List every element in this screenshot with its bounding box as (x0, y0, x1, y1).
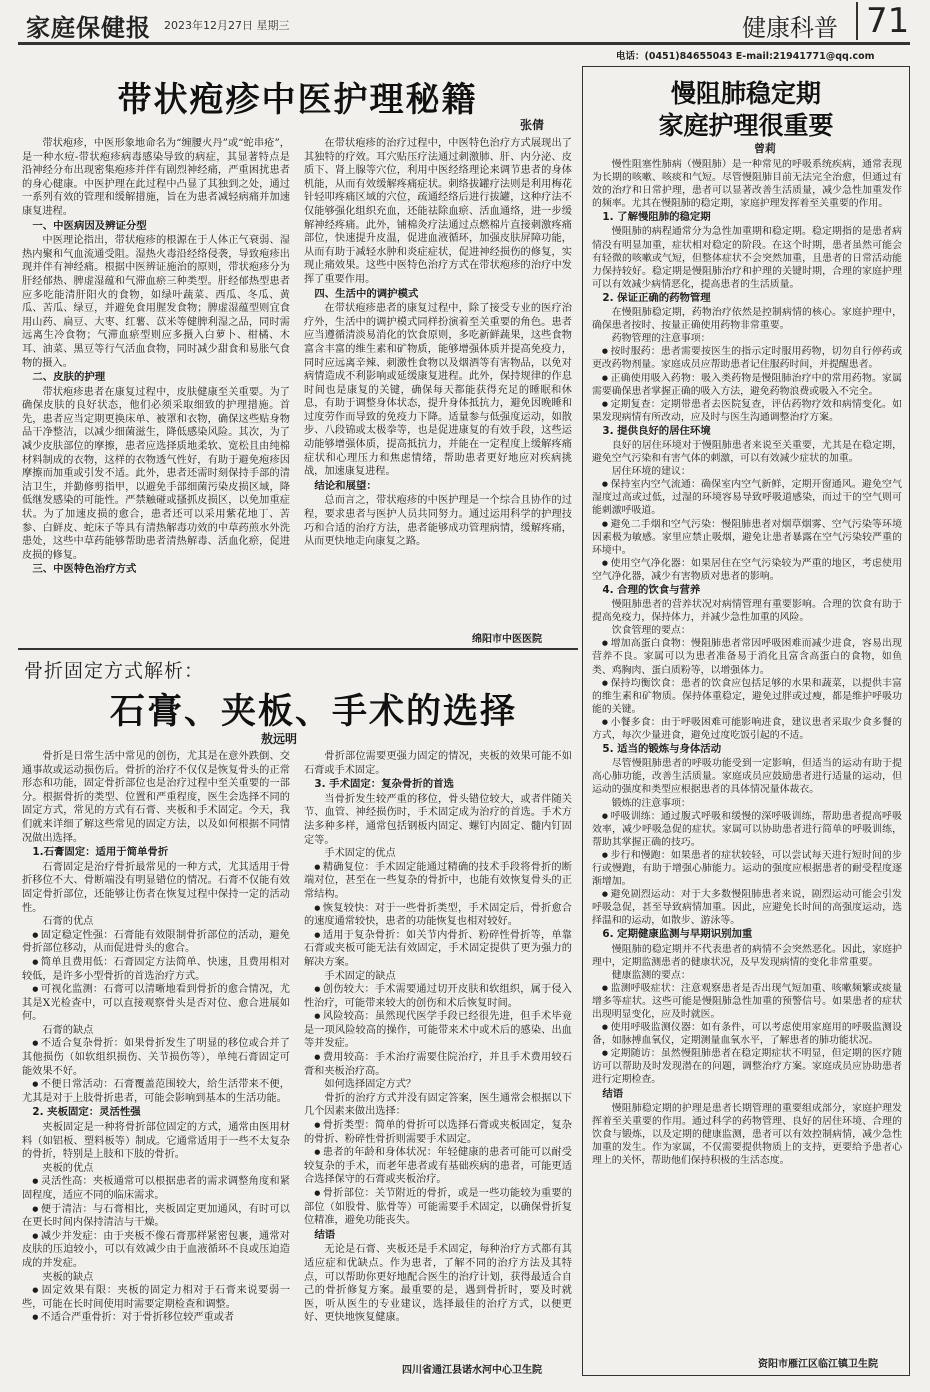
paragraph: 慢阻肺的稳定期并不代表患者的病情不会突然恶化。因此，家庭护理中，定期监测患者的健康状况，及早发现病情的变化非常重要。 (592, 943, 902, 968)
list-heading: 石膏的优点 (42, 916, 94, 928)
article2-source: 四川省通江县诺水河中心卫生院 (402, 1365, 542, 1376)
paragraph: 在慢阻肺稳定期，药物治疗依然是控制病情的核心。家庭护理中，确保患者按时、按量正确使用药物非常重要。 (592, 307, 902, 332)
subheading: 一、中医病因及辨证分型 (32, 219, 147, 232)
bullet-item: ● 定期随访：虽然慢阻肺患者在稳定期症状不明显，但定期的医疗随访可以帮助及时发现潜在的问题，调整治疗方案。家庭成员应协助患者进行定期检查。 (592, 1047, 902, 1086)
article3-source: 资阳市雁江区临江镇卫生院 (758, 1359, 878, 1370)
paragraph: 总而言之，带状疱疹的中医护理是一个综合且协作的过程，要求患者与医护人员共同努力。通过运用科学的护理技巧和合适的治疗方法，患者能够成功管理病情，缓解疼痛，从而更快地走向康复之路。 (304, 495, 572, 548)
page-number: 71 (856, 2, 909, 40)
bullet-item: ● 避免剧烈运动：对于大多数慢阻肺患者来说，剧烈运动可能会引发呼吸急促，甚至导致病情加重。因此，应避免长时间的高强度运动，选择温和的运动，如散步、游泳等。 (592, 888, 902, 927)
bullet-item: ● 不适合复杂骨折：如果骨折发生了明显的移位或合并了其他损伤（如软组织损伤、关节损伤等），单纯石膏固定可能效果不好。 (22, 1037, 290, 1078)
subheading: 四、生活中的调护模式 (314, 287, 419, 300)
bullet-item: ● 避免二手烟和空气污染：慢阻肺患者对烟草烟雾、空气污染等环境因素极为敏感。家里应禁止吸烟，避免让患者暴露在空气污染较严重的环境中。 (592, 518, 902, 557)
article2-column-1 (22, 750, 290, 1372)
subheading: 4. 合理的饮食与营养 (602, 584, 701, 596)
paragraph: 当骨折发生较严重的移位，骨头错位较大，或者伴随关节、血管、神经损伤时，手术固定成为治疗的首选。手术方法多种多样，通常包括钢板内固定、螺钉内固定、髓内钉固定等。 (304, 793, 572, 846)
masthead (0, 0, 930, 44)
bullet-item: ● 保持均衡饮食：患者的饮食应包括足够的水果和蔬菜，以提供丰富的维生素和矿物质。保持体重稳定，避免过胖或过瘦，都是维护呼吸功能的关键。 (592, 677, 902, 716)
subheading: 1. 了解慢阻肺的稳定期 (602, 211, 711, 224)
section-name: 健康科普 (742, 14, 838, 42)
list-heading: 如何选择固定方式？ (324, 1079, 417, 1091)
paragraph: 骨折的治疗方式并没有固定答案，医生通常会根据以下几个因素来做出选择： (304, 1092, 572, 1118)
article1-column-2 (304, 137, 572, 629)
bullet-item: ● 灵活性高：夹板通常可以根据患者的需求调整角度和紧固程度，适应不同的临床需求。 (22, 1175, 290, 1202)
paragraph: 骨折部位需要更强力固定的情况，夹板的效果可能不如石膏或手术固定。 (304, 751, 572, 776)
paragraph: 骨折是日常生活中常见的创伤，尤其是在意外跌倒、交通事故或运动损伤后。骨折的治疗不仅仅是恢复骨头的正常形态和功能，固定骨折部位也是治疗过程中至关重要的一部分。根据骨折的类型、位置和严重程度，医生会选择不同的固定方式，常见的方式有石膏、夹板和手术固定。今天，我们就来详细了解这些常见的固定方法，以及如何根据不同情况做出选择。 (22, 751, 290, 844)
article2-author: 敖远明 (261, 732, 298, 746)
subheading: 结论和展望： (314, 479, 377, 492)
bullet-item: ● 创伤较大：手术需要通过切开皮肤和软组织，属于侵入性治疗，可能带来较大的创伤和术后恢复时间。 (304, 983, 572, 1010)
article3-author: 曾莉 (754, 142, 776, 155)
article3-body (592, 158, 902, 1350)
paragraph: 带状疱疹，中医形象地命名为“缠腰火丹”或“蛇串疮”，是一种水痘-带状疱疹病毒感染导致的病症，其显著特点是沿神经分布出现密集疱疹并伴有剧烈神经痛，严重困扰患者的身心健康。中医护理在此过程中凸显了其独到之处，通过一系列有效的管理和缓解措施，旨在为患者减轻病痛并加速康复进程。 (22, 138, 290, 217)
masthead-rule (18, 42, 910, 45)
paragraph: 良好的居住环境对于慢阻肺患者来说至关重要，尤其是在稳定期，避免空气污染和有害气体的刺激，可以有效减少症状的加重。 (592, 439, 902, 465)
paragraph: 慢阻肺的病程通常分为急性加重期和稳定期。稳定期指的是患者病情没有明显加重，症状相对稳定的阶段。在这个时期，患者虽然可能会有轻微的咳嗽或气短，但整体症状不会突然加重，且患者的日常活动能力保持较好。稳定期是慢阻肺治疗和护理的关键时期，合理的家庭护理可以有效减少病情恶化，提高患者的生活质量。 (592, 226, 902, 290)
bullet-item: ● 使用空气净化器：如果居住在空气污染较为严重的地区，考虑使用空气净化器，减少有害物质对患者的影响。 (592, 557, 902, 583)
bullet-item: ● 患者的年龄和身体状况：年轻健康的患者可能可以耐受较复杂的手术，而老年患者或有基础疾病的患者，可能更适合选择保守的石膏或夹板治疗。 (304, 1146, 572, 1187)
list-heading: 居住环境的建议： (611, 466, 691, 478)
subheading: 1.石膏固定：适用于简单骨折 (32, 846, 169, 859)
paragraph: 石膏固定是治疗骨折最常见的一种方式，尤其适用于骨折移位不大、骨断端没有明显错位的情况。石膏不仅能有效固定骨折部位，还能够让伤者在恢复过程中保持一定的活动性。 (22, 861, 290, 914)
bullet-item: ● 骨折部位：关节附近的骨折，或是一些功能较为重要的部位（如股骨、肱骨等）可能需要手术固定，以确保骨折复位精准，避免功能丧失。 (304, 1187, 572, 1228)
list-heading: 手术固定的缺点 (324, 970, 396, 982)
article3-title-line1: 慢阻肺稳定期 (670, 79, 821, 108)
list-heading: 饮食管理的要点： (611, 625, 691, 637)
bullet-item: ● 步行和慢跑：如果患者的症状较轻，可以尝试每天进行短时间的步行或慢跑，有助于增强心肺能力。运动的强度应根据患者的耐受程度逐渐增加。 (592, 849, 902, 888)
bullet-item: ● 小餐多食：由于呼吸困难可能影响进食，建议患者采取少食多餐的方式，每次少量进食，避免过度吃饭引起的不适。 (592, 716, 902, 742)
subheading: 2. 保证正确的药物管理 (602, 291, 711, 304)
bullet-item: ● 费用较高：手术治疗需要住院治疗，并且手术费用较石膏和夹板治疗高。 (304, 1051, 572, 1078)
bullet-item: ● 增加高蛋白食物：慢阻肺患者常因呼吸困难而减少进食，容易出现营养不良。家属可以为患者准备易于消化且富含高蛋白的食物，如鱼类、鸡胸肉、蛋白质粉等，以增强体力。 (592, 637, 902, 676)
article3-title (582, 78, 910, 142)
article1-author: 张倩 (520, 118, 545, 132)
bullet-item: ● 风险较高：虽然现代医学手段已经很先进，但手术毕竟是一项风险较高的操作，可能带来术中或术后的感染、出血等并发症。 (304, 1010, 572, 1051)
bullet-item: ● 便于清洁：与石膏相比，夹板固定更加通风，有时可以在更长时间内保持清洁与干燥。 (22, 1203, 290, 1230)
paragraph: 带状疱疹患者在康复过程中，皮肤健康至关重要。为了确保皮肤的良好状态，他们必须采取细致的护理措施。首先，患者应当定期更换床单、被罩和衣物，确保这些贴身物品干净整洁，以减少细菌滋生，降低感染风险。其次，为了减少皮肤部位的摩擦，患者应选择质地柔软、宽松且由纯棉材料制成的衣物，这样的衣物透气性好，有助于避免疱疹因摩擦而加重或引发不适。此外，患者还需时刻保持手部的清洁卫生，并勤修剪指甲，以避免手部细菌污染皮损区域，降低继发感染的可能性。严禁触碰或搔抓皮损区，以免加重症状。为了加速皮损的愈合，患者还可以采用紫花地丁、苦参、白鲜皮、蛇床子等具有清热解毒功效的中草药煎水外洗患处，这些中草药能够帮助患者清热解毒、活血化瘀，促进皮损的修复。 (22, 386, 290, 561)
subheading: 结语 (314, 1228, 336, 1241)
bullet-item: ● 减少并发症：由于夹板不像石膏那样紧密包裹，通常对皮肤的压迫较小，可以有效减少由于血液循环不良或压迫造成的并发症。 (22, 1230, 290, 1271)
issue-date: 2023年12月27日 星期三 (164, 19, 290, 32)
list-heading: 手术固定的优点 (324, 848, 396, 860)
bullet-item: ● 不适合严重骨折：对于骨折移位较严重或者 (22, 1311, 290, 1325)
article1-source: 绵阳市中医医院 (472, 634, 542, 645)
bullet-item: ● 保持室内空气流通：确保室内空气新鲜，定期开窗通风。避免空气湿度过高或过低，过湿的环境容易导致呼吸道感染，而过干的空气则可能刺激呼吸道。 (592, 478, 902, 517)
subheading: 三、中医特色治疗方式 (32, 563, 137, 576)
paragraph: 中医理论指出，带状疱疹的根源在于人体正气衰弱、湿热内聚和气血流通受阻。湿热火毒沿经络侵袭，导致疱疹出现并伴有神经痛。根据中医辨证施治的原则，带状疱疹分为肝经郁热、脾虚湿蕴和气滞血瘀三种类型。肝经郁热型患者应多吃能清肝阳火的食物，如绿叶蔬菜、西瓜、冬瓜、黄瓜、苦瓜、绿豆，并避免食用腥发食物；脾虚湿蕴型则宜食用山药、扁豆、大枣、红薯、苡米等健脾利湿之品，同时需远离生冷食物；气滞血瘀型则应多摄入白萝卜、柑橘、木耳、油菜、黑豆等行气活血食物，同时减少甜食和易胀气食物的摄入。 (22, 235, 290, 369)
bullet-item: ● 恢复较快：对于一些骨折类型，手术固定后，骨折愈合的速度通常较快，患者的功能恢复也相对较好。 (304, 902, 572, 929)
bullet-item: ● 使用呼吸监测仪器：如有条件，可以考虑使用家庭用的呼吸监测设备，如脉搏血氧仪，定期测量血氧水平，了解患者的肺功能状况。 (592, 1021, 902, 1047)
list-heading: 健康监测的要点： (611, 969, 691, 981)
paragraph: 夹板固定是一种将骨折部位固定的方式，通常由医用材料（如铝板、塑料板等）制成。它通常适用于一些不太复杂的骨折，特别是上肢和下肢的骨折。 (22, 1122, 290, 1161)
list-heading: 药物管理的注意事项： (611, 333, 711, 345)
contact-info: 电话：(0451)84655043 E-mail:21941771@qq.com (616, 51, 875, 62)
paragraph: 在带状疱疹患者的康复过程中，除了接受专业的医疗治疗外，生活中的调护模式同样扮演着至关重要的角色。患者应当遵循清淡易消化的饮食原则，多吃新鲜蔬果，这些食物富含丰富的维生素和矿物质，能够增强体质并提高免疫力，同时应远离辛辣、刺激性食物以及烟酒等有害物品，以免对病情造成不利影响或延缓康复进程。此外，保持规律的作息时间也是康复的关键，确保每天都能获得充足的睡眠和休息，有助于调整身体状态，提升身体抵抗力，避免因晚睡和过度劳作而导致的免疫力下降。适量参与低强度运动，如散步、八段锦或太极拳等，也是促进康复的有效手段，这些运动能够增强体质，提高抵抗力，并能在一定程度上缓解疼痛症状和心理压力和焦虑情绪，帮助患者更好地应对疾病挑战，加速康复进程。 (304, 303, 572, 478)
article3-title-line2: 家庭护理很重要 (658, 111, 834, 140)
article2-kicker: 骨折固定方式解析： (24, 660, 205, 682)
paper-name: 家庭保健报 (26, 14, 151, 42)
bullet-item: ● 按时服药：患者需要按医生的指示定时服用药物，切勿自行停药或更改药物剂量。家庭成员应帮助患者记住服药时间，并提醒患者。 (592, 345, 902, 371)
list-heading: 夹板的缺点 (42, 1271, 94, 1283)
article1-column-1 (22, 137, 290, 652)
bullet-item: ● 定期复查：定期带患者去医院复查，评估药物疗效和病情变化。如果发现病情有所改动，应及时与医生沟通调整治疗方案。 (592, 398, 902, 424)
list-heading: 石膏的缺点 (42, 1024, 94, 1036)
bullet-item: ● 简单且费用低：石膏固定方法简单、快速，且费用相对较低，是许多小型骨折的首选治疗方式。 (22, 956, 290, 983)
list-heading: 夹板的优点 (42, 1162, 94, 1174)
subheading: 6. 定期健康监测与早期识别加重 (602, 928, 753, 941)
bullet-item: ● 固定效果有限：夹板的固定力相对于石膏来说要弱一些，可能在长时间使用时需要定期检查和调整。 (22, 1284, 290, 1311)
subheading: 二、皮肤的护理 (32, 371, 106, 384)
article2-column-2 (304, 750, 572, 1358)
bullet-item: ● 骨折类型：简单的骨折可以选择石膏或夹板固定，复杂的骨折、粉碎性骨折则需要手术固定。 (304, 1119, 572, 1146)
subheading: 3. 提供良好的居住环境 (602, 424, 711, 437)
subheading: 结语 (602, 1087, 624, 1100)
bullet-item: ● 监测呼吸症状：注意观察患者是否出现气短加重、咳嗽频繁或痰量增多等症状。这些可能是慢阻肺急性加重的预警信号。如果患者的症状出现明显变化，应及时就医。 (592, 982, 902, 1021)
paragraph: 无论是石膏、夹板还是手术固定，每种治疗方式都有其适应症和优缺点。作为患者，了解不同的治疗方法及其特点，可以帮助你更好地配合医生的治疗计划，获得最适合自己的骨折修复方案。最重要的是，遇到骨折时，要及时就医，听从医生的专业建议，选择最佳的治疗方式，以便更好、更快地恢复健康。 (304, 1244, 572, 1324)
paragraph: 慢阻肺稳定期的护理是患者长期管理的重要组成部分，家庭护理发挥着至关重要的作用。通过科学的药物管理、良好的居住环境、合理的饮食与锻炼，以及定期的健康监测，患者可以有效控制病情，减少急性加重的发生。作为家属，不仅需要提供物质上的支持，更要给予患者心理上的关怀，帮助他们保持积极的生活态度。 (592, 1102, 902, 1167)
paragraph: 在带状疱疹的治疗过程中，中医特色治疗方式展现出了其独特的疗效。耳穴贴压疗法通过刺激肺、肝、内分泌、皮质下、肾上腺等穴位，利用中医经络理论来调节患者的身体机能，从而有效缓解疼痛症状。刺络拔罐疗法则是利用梅花针轻叩疼痛区域的穴位，疏通经络后进行拔罐，这种疗法不仅能够强化组织充血，还能祛除血瘀、活血通络，进一步缓解神经疼痛。此外，铺棉灸疗法通过点燃棉片直接刺激疼痛部位，快速提升皮温，促进血液循环，加强皮肤屏障功能，从而有助于减轻水肿和炎症症状，促进神经损伤的修复，实现止痛效果。这些中医特色治疗方式在带状疱疹的治疗中发挥了重要作用。 (304, 138, 572, 285)
article1-title: 带状疱疹中医护理秘籍 (117, 80, 478, 120)
list-heading: 锻炼的注意事项： (611, 797, 691, 809)
bullet-item: ● 正确使用吸入药物：吸入类药物是慢阻肺治疗中的常用药物。家属需要确保患者掌握正确的吸入方法，避免药物浪费或吸入不完全。 (592, 372, 902, 398)
bullet-item: ● 可视化监测：石膏可以清晰地看到骨折的愈合情况，尤其是X光检查中，可以直接观察骨头是否对位、愈合进展如何。 (22, 983, 290, 1024)
paragraph: 尽管慢阻肺患者的呼吸功能受到一定影响，但适当的运动有助于提高心肺功能，改善生活质量。家庭成员应鼓励患者进行适量的运动，但运动的强度和类型应根据患者的具体情况量体裁衣。 (592, 758, 902, 796)
article2-title: 石膏、夹板、手术的选择 (110, 691, 518, 732)
paragraph: 慢性阻塞性肺病（慢阻肺）是一种常见的呼吸系统疾病，通常表现为长期的咳嗽、咳痰和气短。尽管慢阻肺目前无法完全治愈，但通过有效的治疗和日常护理，患者可以显著改善生活质量，减少急性加重发作的频率。尤其在慢阻肺的稳定期，家庭护理发挥着至关重要的作用。 (592, 159, 902, 210)
subheading: 5. 适当的锻炼与身体活动 (602, 743, 722, 756)
bullet-item: ● 适用于复杂骨折：如关节内骨折、粉碎性骨折等，单靠石膏或夹板可能无法有效固定，手术固定提供了更为强力的解决方案。 (304, 929, 572, 970)
subheading: 2. 夹板固定：灵活性强 (32, 1106, 141, 1119)
bullet-item: ● 呼吸训练：通过腹式呼吸和缓慢的深呼吸训练，帮助患者提高呼吸效率，减少呼吸急促的症状。家属可以协助患者进行简单的呼吸训练，帮助其掌握正确的技巧。 (592, 810, 902, 849)
paragraph: 慢阻肺患者的营养状况对病情管理有重要影响。合理的饮食有助于提高免疫力，保持体力，并减少急性加重的风险。 (592, 599, 902, 624)
bullet-item: ● 不便日常活动：石膏覆盖范围较大，给生活带来不便，尤其是对于上肢骨折患者，可能会影响到基本的生活功能。 (22, 1078, 290, 1105)
subheading: 3. 手术固定：复杂骨折的首选 (314, 778, 454, 791)
bullet-item: ● 精确复位：手术固定能通过精确的技术手段将骨折的断端对位，甚至在一些复杂的骨折中，也能有效恢复骨头的正常结构。 (304, 861, 572, 902)
bullet-item: ● 固定稳定性强：石膏能有效限制骨折部位的活动，避免骨折部位移动，从而促进骨头的愈合。 (22, 929, 290, 956)
article-divider (18, 648, 578, 650)
